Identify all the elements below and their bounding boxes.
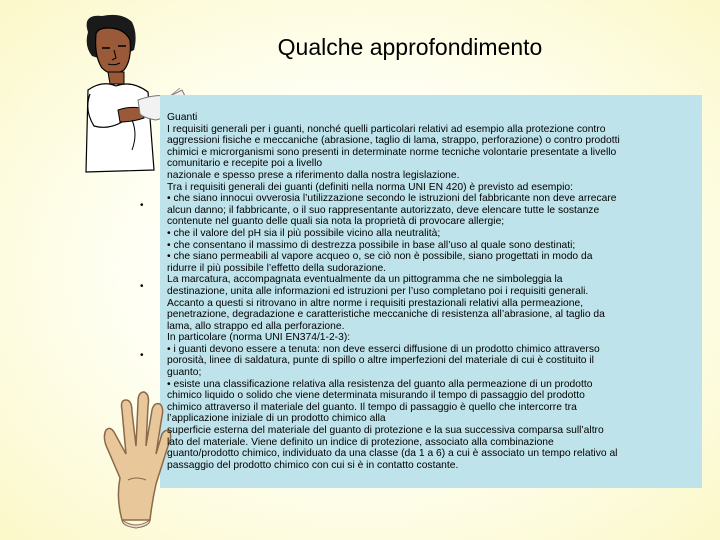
text-line: chimico liquido o solido che viene determinata misurando il tempo di passaggio del prodotto [167,390,585,402]
text-line: chimici e microrganismi sono presenti in determinate norme tecniche volontarie presentate a livello [167,146,617,158]
text-line: • che consentano il massimo di destrezza possibile in base all’uso al quale sono destinati; [167,239,576,251]
text-line: superficie esterna del materiale del guanto di protezione e la sua successiva comparsa sull’altro [167,425,604,437]
bullet-marker: • [140,350,144,361]
text-line: guanto; [167,367,202,379]
text-line: guanto/prodotto chimico, individuato da una classe (da 1 a 6) a cui è associato un tempo relativo al [167,448,618,460]
text-line: alcun danno; il fabbricante, o il suo rappresentante autorizzato, deve elencare tutte le sostanze [167,204,600,216]
text-line: passaggio del prodotto chimico con cui si è in contatto costante. [167,459,459,471]
text-line: • i guanti devono essere a tenuta: non deve esserci diffusione di un prodotto chimico attraverso [167,343,600,355]
text-line: I requisiti generali per i guanti, nonché quelli particolari relativi ad esempio alla protezione contro [167,123,606,135]
text-line: ridurre il più possibile l’effetto della sudorazione. [167,262,387,274]
text-line: lama, allo strappo ed alla perforazione. [167,320,345,332]
text-line: aggressioni fisiche e meccaniche (abrasione, taglio di lama, strappo, perforazione) o contro prodotti [167,135,620,147]
body-text [167,112,697,471]
text-line: • che siano permeabili al vapore acqueo o, se ciò non è possibile, siano progettati in modo da [167,251,593,263]
text-line: Accanto a questi si ritrovano in altre norme i requisiti prestazionali relativi alla permeazione, [167,297,584,309]
text-line: comunitario e recepite poi a livello [167,158,323,170]
text-line: nazionale e spesso prese a riferimento dalla nostra legislazione. [167,169,460,181]
text-line: Guanti [167,112,198,123]
text-line: contenute nel guanto delle quali sia nota la proprietà di provocare allergie; [167,216,505,228]
bullet-marker: • [140,281,144,292]
text-line: • esiste una classificazione relativa alla resistenza del guanto alla permeazione di un prodotto [167,378,593,390]
text-line: lato del materiale. Viene definito un indice di protezione, associato alla combinazione [167,436,554,448]
text-line: chimico attraverso il materiale del guanto. Il tempo di passaggio è quello che intercorre tra [167,401,577,413]
text-line: penetrazione, degradazione e caratteristiche meccaniche di resistenza all’abrasione, al taglio da [167,309,605,321]
text-line: destinazione, unita alle informazioni ed istruzioni per l’uso completano poi i requisiti generali. [167,285,589,297]
text-line: La marcatura, accompagnata eventualmente da un pittogramma che ne simboleggia la [167,274,563,286]
slide-title: Qualche approfondimento [277,34,543,60]
bullet-marker: • [140,200,144,211]
text-line: • che il valore del pH sia il più possibile vicino alla neutralità; [167,227,441,239]
text-line: In particolare (norma UNI EN374/1-2-3): [167,332,351,344]
text-line: Tra i requisiti generali dei guanti (definiti nella norma UNI EN 420) è previsto ad esempio: [167,181,573,193]
text-line: l’applicazione iniziale di un prodotto chimico alla [167,413,386,425]
glove-illustration [92,380,172,530]
text-line: porosità, linee di saldatura, punte di spillo o altre imperfezioni del materiale di cui è costituito il [167,355,594,367]
text-line: • che siano innocui ovverosia l’utilizzazione secondo le istruzioni del fabbricante non deve arrecare [167,193,617,205]
